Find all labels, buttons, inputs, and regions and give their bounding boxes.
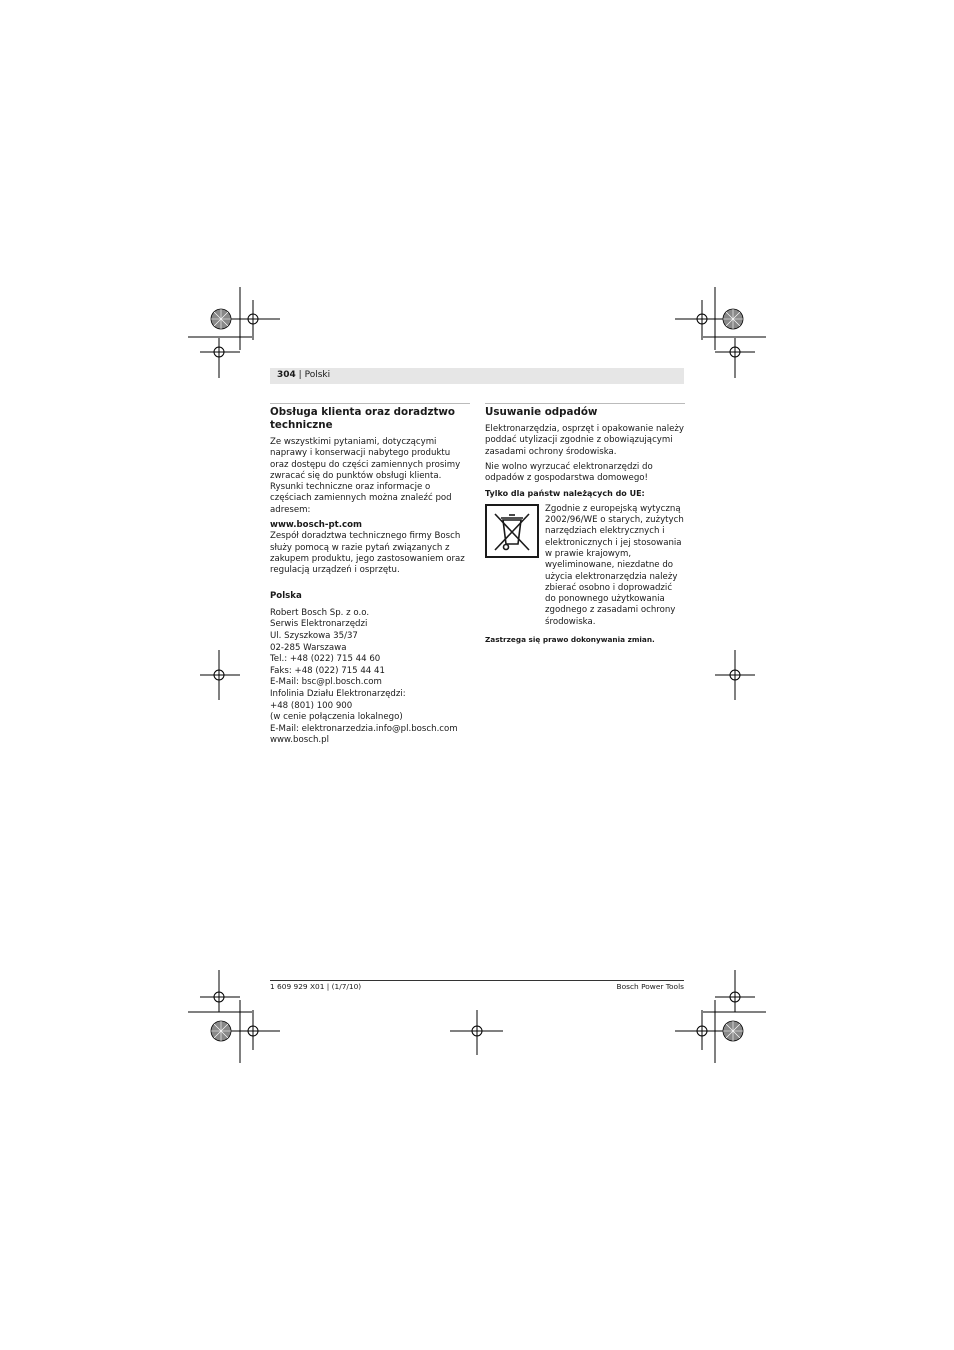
customer-service-intro: Ze wszystkimi pytaniami, dotyczącymi naprawy i konserwacji nabytego produktu oraz dostępu do części zamiennych prosimy zwracać się do punktów obsługi klienta. Rysunki techniczne oraz informacje o częściach zamiennych można znaleźć pod adresem:	[270, 437, 461, 515]
section-rule	[270, 403, 470, 404]
crossed-out-wheelie-bin-icon	[485, 504, 539, 558]
left-column	[270, 403, 470, 747]
footer-rule	[270, 980, 684, 981]
section-rule	[485, 403, 685, 404]
page-header-bar	[270, 368, 684, 384]
address-line: E-Mail: elektronarzedzia.info@pl.bosch.com	[270, 723, 458, 734]
header-separator: |	[298, 370, 302, 380]
header-language: Polski	[304, 370, 331, 380]
address-line: www.bosch.pl	[270, 735, 329, 746]
address-line: Serwis Elektronarzędzi	[270, 619, 368, 630]
customer-service-heading: Obsługa klienta oraz doradztwo techniczne	[270, 406, 456, 431]
footer-brand: Bosch Power Tools	[616, 982, 684, 991]
bosch-pt-url: www.bosch-pt.com	[270, 520, 362, 531]
address-line: +48 (801) 100 900	[270, 700, 353, 711]
rights-notice: Zastrzega się prawo dokonywania zmian.	[485, 635, 655, 645]
disposal-para-1: Elektronarzędzia, osprzęt i opakowanie należy poddać utylizacji zgodnie z obowiązującymi zasadami ochrony środowiska.	[485, 424, 684, 457]
address-line: Faks: +48 (022) 715 44 41	[270, 665, 385, 676]
right-column	[485, 403, 685, 645]
advisory-team-text: Zespół doradztwa technicznego firmy Bosch służy pomocą w razie pytań związanych z zakupem produktu, jego zastosowaniem oraz regulacją urządzeń i osprzętu.	[270, 531, 465, 576]
address-line: Tel.: +48 (022) 715 44 60	[270, 654, 381, 665]
address-line: 02-285 Warszawa	[270, 642, 347, 653]
address-line: Robert Bosch Sp. z o.o.	[270, 607, 370, 618]
footer-doc-code: 1 609 929 X01 | (1/7/10)	[270, 982, 362, 991]
eu-heading: Tylko dla państw należących do UE:	[485, 489, 645, 499]
country-heading: Polska	[270, 590, 302, 601]
disposal-para-2: Nie wolno wyrzucać elektronarzędzi do odpadów z gospodarstwa domowego!	[485, 461, 653, 484]
page-header	[277, 369, 330, 381]
address-line: E-Mail: bsc@pl.bosch.com	[270, 677, 382, 688]
address-block	[270, 608, 470, 747]
address-line: (w cenie połączenia lokalnego)	[270, 712, 403, 723]
disposal-heading: Usuwanie odpadów	[485, 406, 598, 418]
address-line: Infolinia Działu Elektronarzędzi:	[270, 689, 406, 700]
weee-directive-text: Zgodnie z europejską wytyczną 2002/96/WE o starych, zużytych narzędziach elektrycznych i elektronicznych i jej stosowania w prawie krajowym, wyeliminowane, niezdatne do użycia elektronarzędzia należy zbierać osobno i doprowadzić do ponownego użytkowania zgodnego z zasadami ochrony środowiska.	[545, 503, 684, 627]
address-line: Ul. Szyszkowa 35/37	[270, 631, 358, 642]
page-number: 304	[277, 370, 296, 380]
weee-block	[485, 504, 685, 628]
